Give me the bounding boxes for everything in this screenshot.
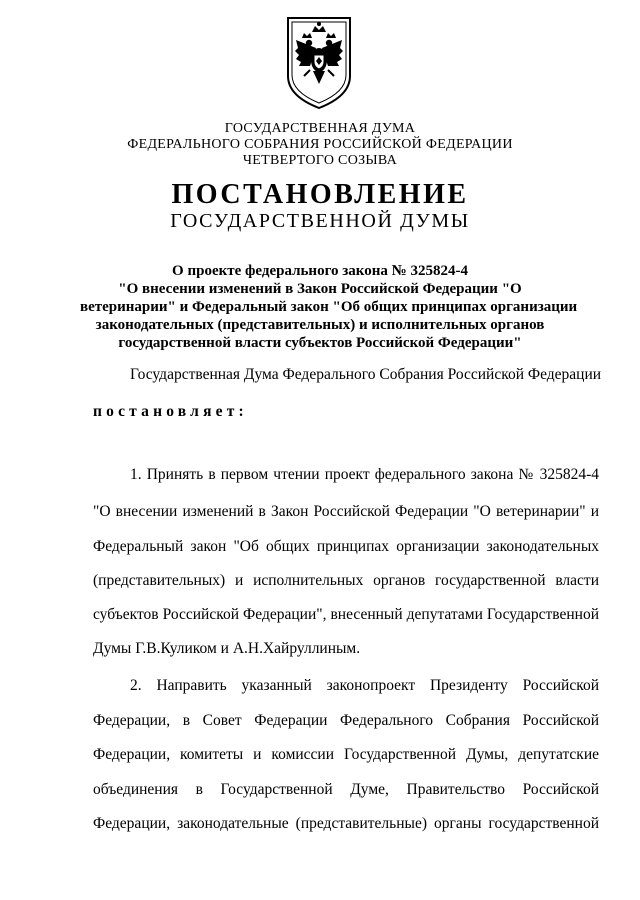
subject-line: ветеринарии" и Федеральный закон "Об общих принципах организации xyxy=(80,299,578,315)
paragraph-1-line: Думы Г.В.Куликом и А.Н.Хайруллиным. xyxy=(93,640,361,657)
subject-line: О проекте федерального закона № 325824-4 xyxy=(172,263,468,279)
paragraph-2-line: Федерации, законодательные (представительные) органы государственной xyxy=(93,815,599,832)
paragraph-1-line: Федеральный закон "Об общих принципах организации законодательных xyxy=(93,538,599,555)
paragraph-2-line: объединения в Государственной Думе, Правительство Российской xyxy=(93,781,599,798)
decrees-word: постановляет: xyxy=(93,403,248,420)
paragraph-2-line: Федерации, в Совет Федерации Федерального Собрания Российской xyxy=(93,712,599,729)
org-name-line-3: ЧЕТВЕРТОГО СОЗЫВА xyxy=(242,153,398,168)
org-name-line-2: ФЕДЕРАЛЬНОГО СОБРАНИЯ РОССИЙСКОЙ ФЕДЕРАЦИИ xyxy=(127,137,513,152)
org-name-line-1: ГОСУДАРСТВЕННАЯ ДУМА xyxy=(224,121,416,136)
paragraph-1-line: (представительных) и исполнительных органов государственной власти xyxy=(93,572,599,589)
paragraph-1-line: субъектов Российской Федерации", внесенный депутатами Государственной xyxy=(93,606,599,623)
document-subtitle: ГОСУДАРСТВЕННОЙ ДУМЫ xyxy=(170,210,470,232)
subject-line: государственной власти субъектов Российской Федерации" xyxy=(118,335,522,351)
paragraph-1-line: 1. Принять в первом чтении проект федерального закона № 325824-4 xyxy=(130,466,599,483)
paragraph-1-line: "О внесении изменений в Закон Российской Федерации "О ветеринарии" и xyxy=(93,503,599,520)
document-subject xyxy=(80,262,578,352)
subject-line: законодательных (представительных) и исполнительных органов xyxy=(95,317,545,333)
preamble: Государственная Дума Федерального Собрания Российской Федерации xyxy=(130,366,602,383)
coat-of-arms-icon xyxy=(282,14,356,110)
paragraph-2-line: 2. Направить указанный законопроект Президенту Российской xyxy=(130,677,599,694)
document-title: ПОСТАНОВЛЕНИЕ xyxy=(171,179,469,210)
paragraph-2-line: Федерации, комитеты и комиссии Государственной Думы, депутатские xyxy=(93,746,599,763)
subject-line: "О внесении изменений в Закон Российской Федерации "О xyxy=(118,281,522,297)
